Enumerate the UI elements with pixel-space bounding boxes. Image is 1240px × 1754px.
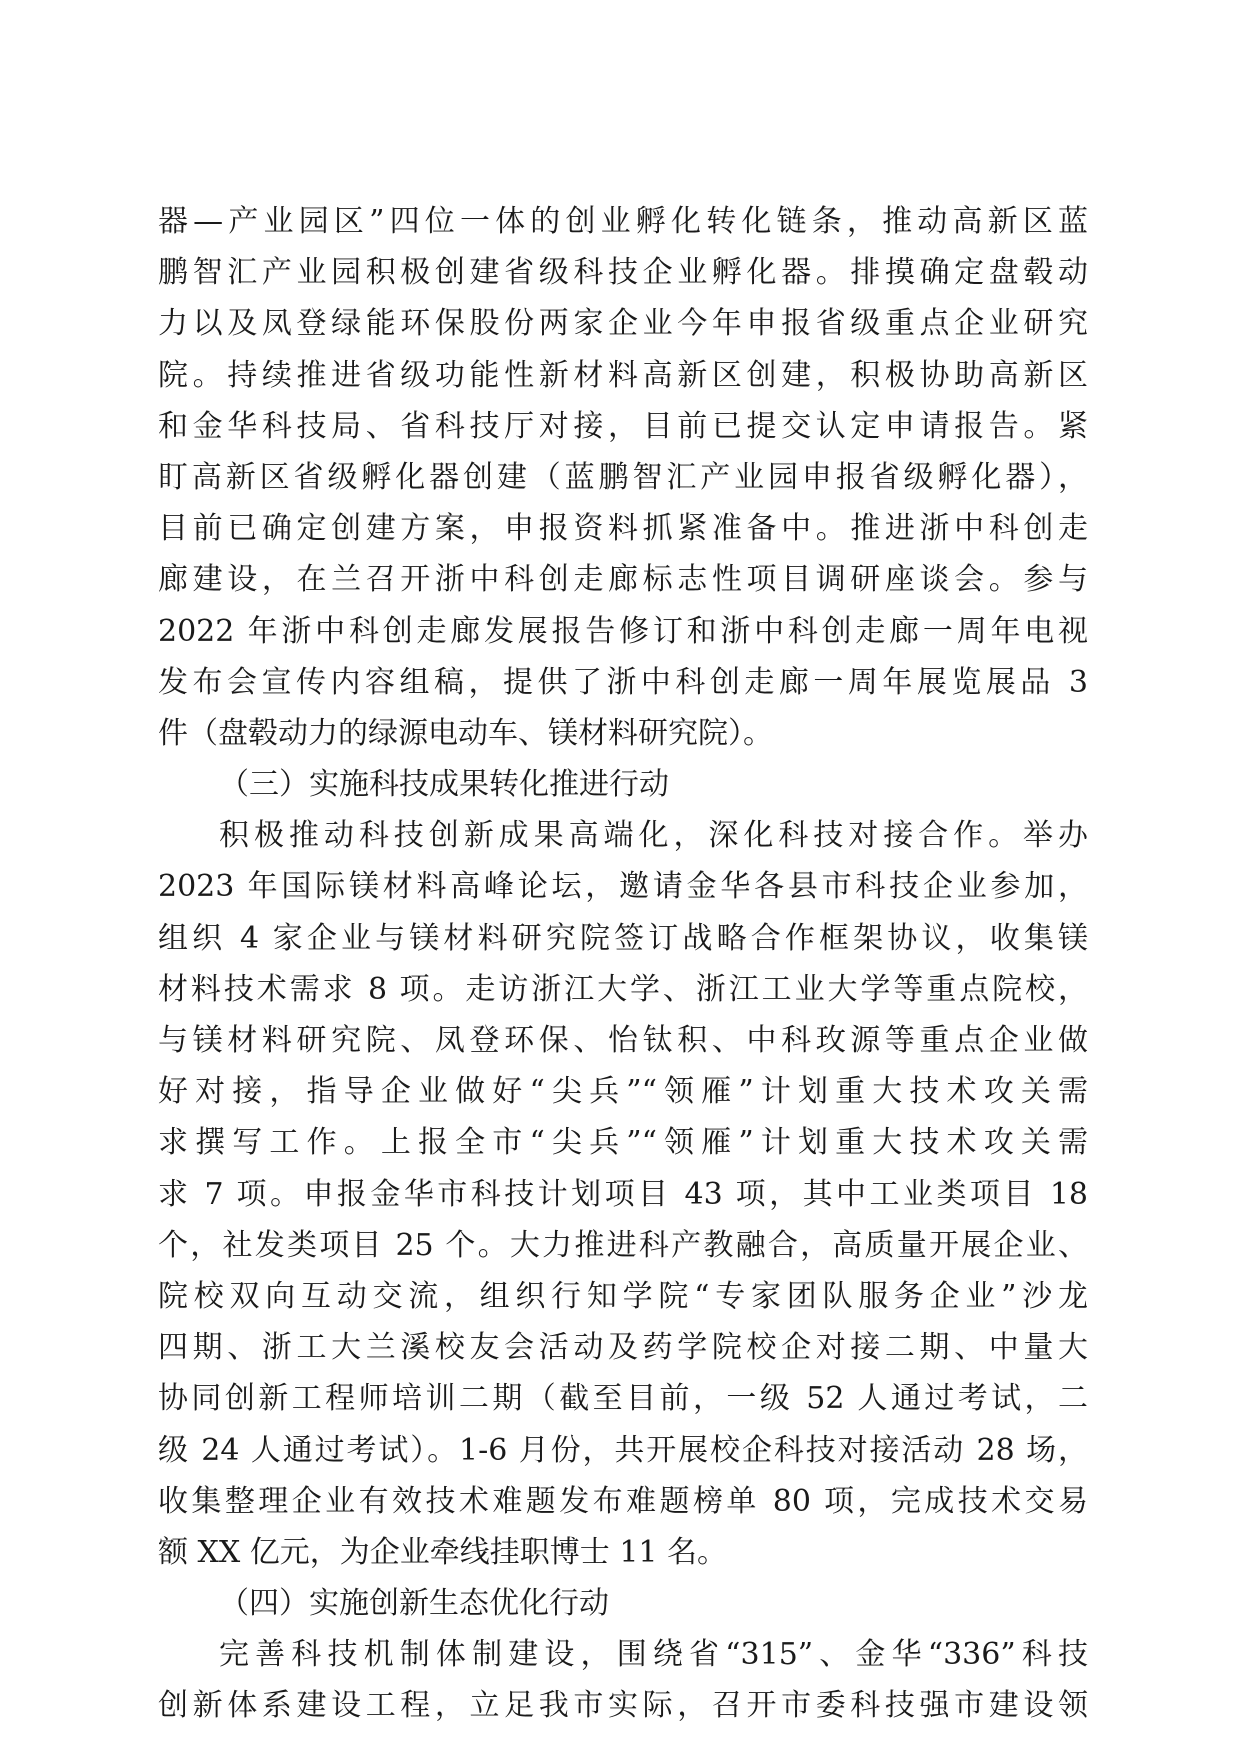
document-body <box>158 196 1088 1732</box>
text-line: 级 24 人通过考试）。1-6 月份，共开展校企科技对接活动 28 场， <box>158 1432 1088 1468</box>
text-line: 廊建设，在兰召开浙中科创走廊标志性项目调研座谈会。参与 <box>158 562 1088 598</box>
section-heading-3: （三）实施科技成果转化推进行动 <box>219 767 669 803</box>
text-line: 目前已确定创建方案，申报资料抓紧准备中。推进浙中科创走 <box>158 511 1088 547</box>
paragraph-ecosystem <box>158 1629 1088 1731</box>
text-line: 协同创新工程师培训二期（截至目前，一级 52 人通过考试，二 <box>158 1381 1088 1417</box>
section-heading-4: （四）实施创新生态优化行动 <box>219 1586 609 1622</box>
text-line: 材料技术需求 8 项。走访浙江大学、浙江工业大学等重点院校， <box>158 971 1088 1007</box>
text-line: 院校双向互动交流，组织行知学院“专家团队服务企业”沙龙 <box>158 1278 1088 1314</box>
text-line: 积极推动科技创新成果高端化，深化科技对接合作。举办 <box>219 818 1088 854</box>
text-line: 创新体系建设工程，立足我市实际，召开市委科技强市建设领 <box>158 1688 1088 1724</box>
text-line: 组织 4 家企业与镁材料研究院签订战略合作框架协议，收集镁 <box>158 920 1088 956</box>
text-line: 院。持续推进省级功能性新材料高新区创建，积极协助高新区 <box>158 357 1088 393</box>
paragraph-tech-transfer <box>158 810 1088 1578</box>
text-line: 力以及凤登绿能环保股份两家企业今年申报省级重点企业研究 <box>158 306 1088 342</box>
text-line: 与镁材料研究院、凤登环保、怡钛积、中科玫源等重点企业做 <box>158 1023 1088 1058</box>
paragraph-incubation <box>158 196 1088 759</box>
text-line: 发布会宣传内容组稿，提供了浙中科创走廊一周年展览展品 3 <box>158 664 1088 700</box>
text-line: 收集整理企业有效技术难题发布难题榜单 80 项，完成技术交易 <box>158 1483 1088 1519</box>
text-line: 件（盘毂动力的绿源电动车、镁材料研究院）。 <box>158 715 773 751</box>
text-line: 求撰写工作。上报全市“尖兵”“领雁”计划重大技术攻关需 <box>158 1125 1088 1161</box>
text-line: 器—产业园区”四位一体的创业孵化转化链条，推动高新区蓝 <box>158 204 1088 239</box>
text-line: 2023 年国际镁材料高峰论坛，邀请金华各县市科技企业参加， <box>158 869 1088 905</box>
text-line: 完善科技机制体制建设，围绕省“315”、金华“336”科技 <box>219 1637 1088 1673</box>
text-line: 好对接，指导企业做好“尖兵”“领雁”计划重大技术攻关需 <box>158 1074 1088 1110</box>
text-line: 2022 年浙中科创走廊发展报告修订和浙中科创走廊一周年电视 <box>158 613 1088 649</box>
text-line: 盯高新区省级孵化器创建（蓝鹏智汇产业园申报省级孵化器）， <box>158 459 1088 495</box>
text-line: 求 7 项。申报金华市科技计划项目 43 项，其中工业类项目 18 <box>158 1176 1088 1212</box>
text-line: 鹏智汇产业园积极创建省级科技企业孵化器。排摸确定盘毂动 <box>158 255 1088 291</box>
text-line: 额 XX 亿元，为企业牵线挂职博士 11 名。 <box>158 1534 728 1570</box>
text-line: 四期、浙工大兰溪校友会活动及药学院校企对接二期、中量大 <box>158 1330 1088 1366</box>
text-line: 个，社发类项目 25 个。大力推进科产教融合，高质量开展企业、 <box>158 1227 1088 1263</box>
text-line: 和金华科技局、省科技厅对接，目前已提交认定申请报告。紧 <box>158 408 1088 444</box>
